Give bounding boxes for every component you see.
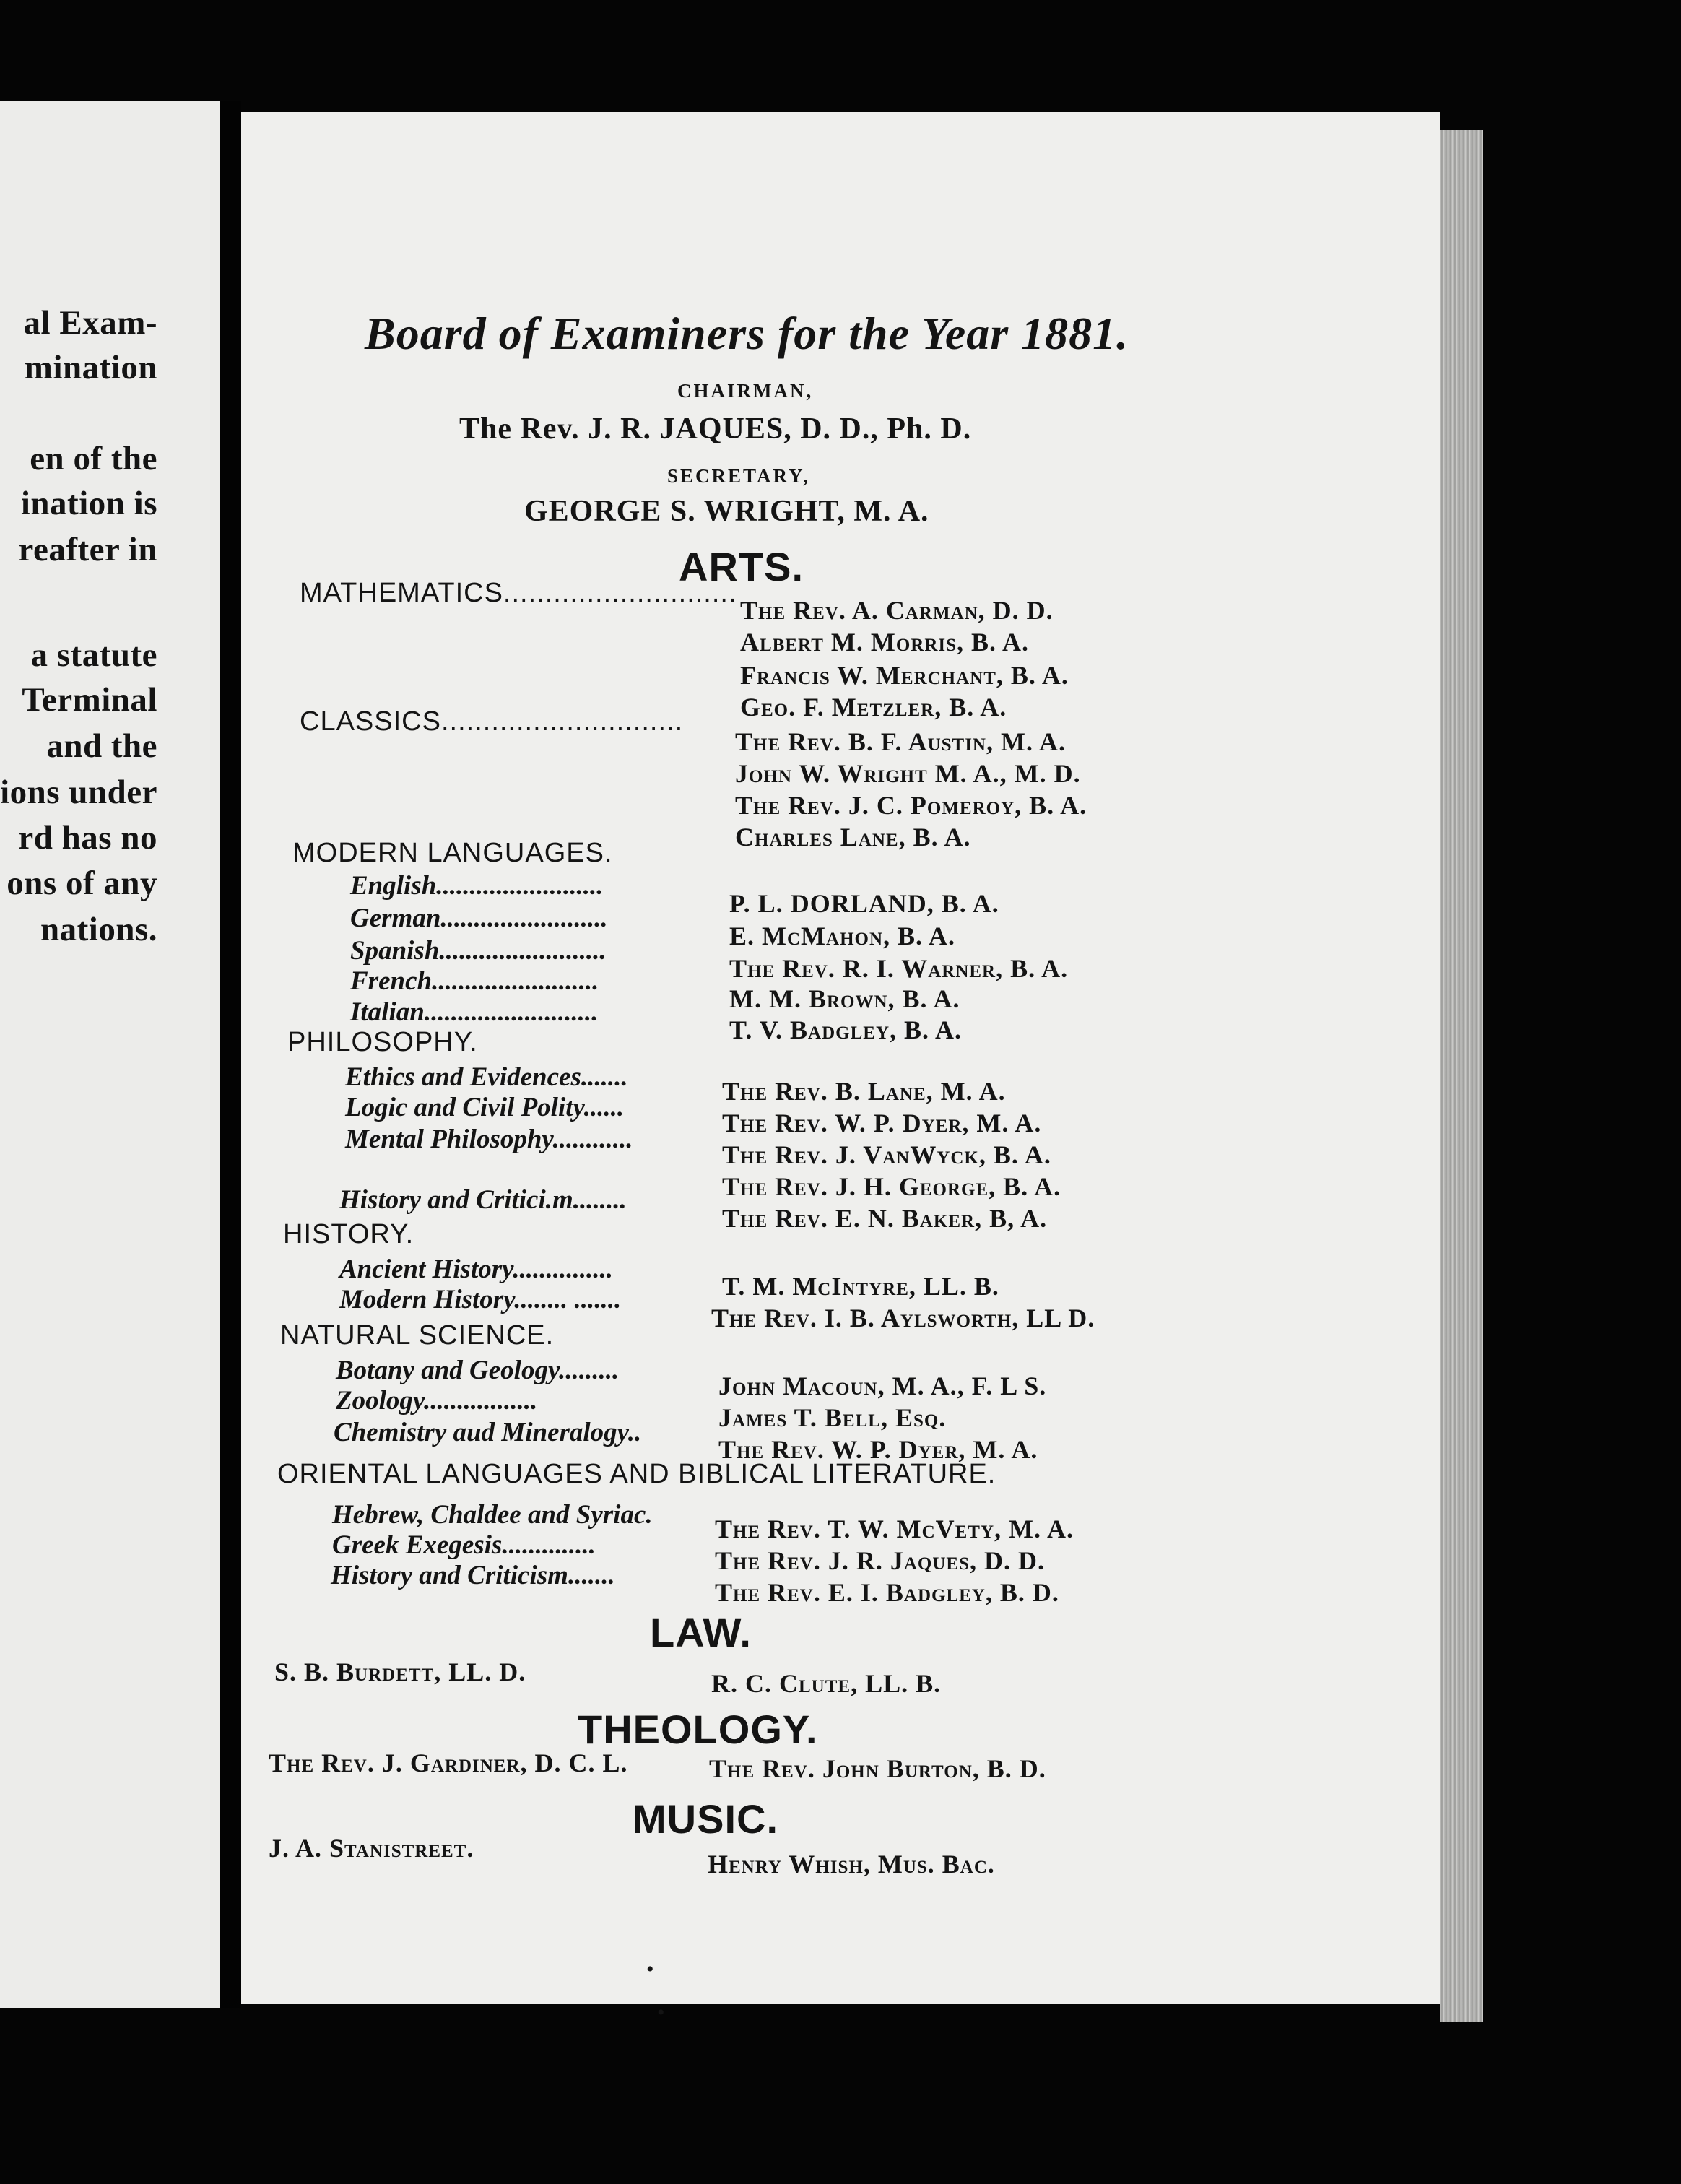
examiner-name: M. M. Brown, B. A.: [729, 984, 960, 1013]
facing-page-line: ons of any: [6, 864, 157, 902]
examiner-name: The Rev. W. P. Dyer, M. A.: [718, 1435, 1038, 1464]
classics-examiner: John W. Wright M. A., M. D.: [735, 759, 1081, 788]
facing-page-line: rd has no: [18, 819, 157, 857]
subject-label: English.........................: [350, 871, 604, 901]
examiner-name: The Rev. B. Lane, M. A.: [722, 1077, 1006, 1106]
facing-page-line: mination: [24, 349, 157, 386]
history-label: HISTORY.: [283, 1219, 414, 1249]
subject-label: French.........................: [350, 966, 599, 996]
examiner-name: The Rev. W. P. Dyer, M. A.: [722, 1109, 1042, 1138]
ink-speck: •: [646, 1957, 654, 1981]
examiner-name: The Rev. I. B. Aylsworth, LL D.: [711, 1304, 1095, 1332]
theology-heading: THEOLOGY.: [578, 1707, 818, 1752]
subject-label: Modern History........ .......: [339, 1285, 622, 1314]
facing-page-line: and the: [46, 727, 157, 765]
facing-page-line: nations.: [40, 911, 157, 948]
examiner-name: James T. Bell, Esq.: [718, 1403, 947, 1432]
subject-label: History and Critici.m........: [339, 1185, 627, 1215]
examiner-name: P. L. DORLAND, B. A.: [729, 889, 999, 918]
facing-page-fragment: [0, 101, 220, 2008]
examiner-name: The Rev. E. N. Baker, B, A.: [722, 1204, 1048, 1233]
mathematics-examiner: The Rev. A. Carman, D. D.: [740, 596, 1054, 625]
examiner-name: The Rev. J. VanWyck, B. A.: [722, 1140, 1051, 1169]
music-examiner: Henry Whish, Mus. Bac.: [708, 1850, 995, 1878]
examiner-name: The Rev. E. I. Badgley, B. D.: [715, 1578, 1059, 1607]
modern-languages-label: MODERN LANGUAGES.: [292, 838, 613, 868]
book-gutter: [220, 101, 241, 2008]
classics-label: CLASSICS.............................: [300, 706, 684, 737]
examiner-name: The Rev. J. H. George, B. A.: [722, 1172, 1061, 1201]
music-heading: MUSIC.: [633, 1796, 778, 1842]
facing-page-line: al Exam-: [23, 304, 157, 342]
facing-page-line: ination is: [20, 485, 157, 522]
philosophy-label: PHILOSOPHY.: [287, 1027, 478, 1057]
examiner-name: The Rev. R. I. Warner, B. A.: [729, 954, 1069, 983]
mathematics-examiner: Francis W. Merchant, B. A.: [740, 661, 1069, 690]
chairman-name: The Rev. J. R. JAQUES, D. D., Ph. D.: [459, 412, 972, 446]
classics-examiner: The Rev. B. F. Austin, M. A.: [735, 727, 1066, 756]
mathematics-label: MATHEMATICS............................: [300, 578, 737, 608]
chairman-caption: CHAIRMAN,: [677, 380, 814, 402]
subject-label: Zoology.................: [336, 1386, 538, 1416]
examiner-name: The Rev. J. R. Jaques, D. D.: [715, 1546, 1045, 1575]
theology-examiner: The Rev. John Burton, B. D.: [709, 1754, 1046, 1783]
examiner-name: John Macoun, M. A., F. L S.: [718, 1372, 1047, 1400]
facing-page-line: en of the: [30, 440, 157, 477]
natural-science-label: NATURAL SCIENCE.: [280, 1320, 555, 1351]
document-page: [241, 112, 1440, 2004]
subject-label: Hebrew, Chaldee and Syriac.: [332, 1500, 653, 1530]
subject-label: Botany and Geology.........: [336, 1356, 620, 1385]
secretary-caption: SECRETARY,: [667, 465, 810, 487]
classics-examiner: The Rev. J. C. Pomeroy, B. A.: [735, 791, 1087, 820]
facing-page-line: Terminal: [22, 681, 157, 719]
theology-examiner: The Rev. J. Gardiner, D. C. L.: [269, 1748, 628, 1777]
subject-label: Greek Exegesis..............: [332, 1530, 596, 1560]
facing-page-line: reafter in: [18, 531, 157, 568]
page-edges: [1440, 130, 1483, 2022]
classics-examiner: Charles Lane, B. A.: [735, 823, 971, 852]
facing-page-line: ions under: [0, 774, 157, 811]
subject-label: History and Criticism.......: [331, 1561, 615, 1590]
subject-label: Chemistry aud Mineralogy..: [334, 1418, 642, 1447]
law-examiner: S. B. Burdett, LL. D.: [274, 1658, 526, 1686]
subject-label: Logic and Civil Polity......: [345, 1093, 625, 1122]
subject-label: Ancient History...............: [339, 1254, 613, 1284]
examiner-name: The Rev. T. W. McVety, M. A.: [715, 1514, 1074, 1543]
secretary-name: GEORGE S. WRIGHT, M. A.: [524, 495, 929, 528]
subject-label: Mental Philosophy............: [345, 1124, 633, 1154]
subject-label: Spanish.........................: [350, 936, 607, 966]
arts-heading: ARTS.: [679, 544, 804, 589]
oriental-label: ORIENTAL LANGUAGES AND BIBLICAL LITERATURE.: [277, 1459, 996, 1489]
facing-page-line: a statute: [30, 636, 157, 674]
page-title: [365, 307, 1129, 360]
title-text: Board of Examiners for the Year: [365, 308, 1009, 359]
subject-label: German.........................: [350, 904, 608, 933]
title-year: 1881.: [1021, 308, 1129, 359]
mathematics-examiner: Geo. F. Metzler, B. A.: [740, 693, 1007, 722]
examiner-name: E. McMahon, B. A.: [729, 922, 956, 950]
examiner-name: T. M. McIntyre, LL. B.: [722, 1272, 999, 1301]
mathematics-examiner: Albert M. Morris, B. A.: [740, 628, 1030, 656]
law-examiner: R. C. Clute, LL. B.: [711, 1669, 942, 1698]
music-examiner: J. A. Stanistreet.: [269, 1834, 474, 1863]
law-heading: LAW.: [650, 1610, 752, 1655]
ink-speck: •: [657, 2001, 665, 2024]
examiner-name: T. V. Badgley, B. A.: [729, 1015, 963, 1044]
subject-label: Ethics and Evidences.......: [345, 1062, 628, 1092]
subject-label: Italian..........................: [350, 997, 599, 1027]
